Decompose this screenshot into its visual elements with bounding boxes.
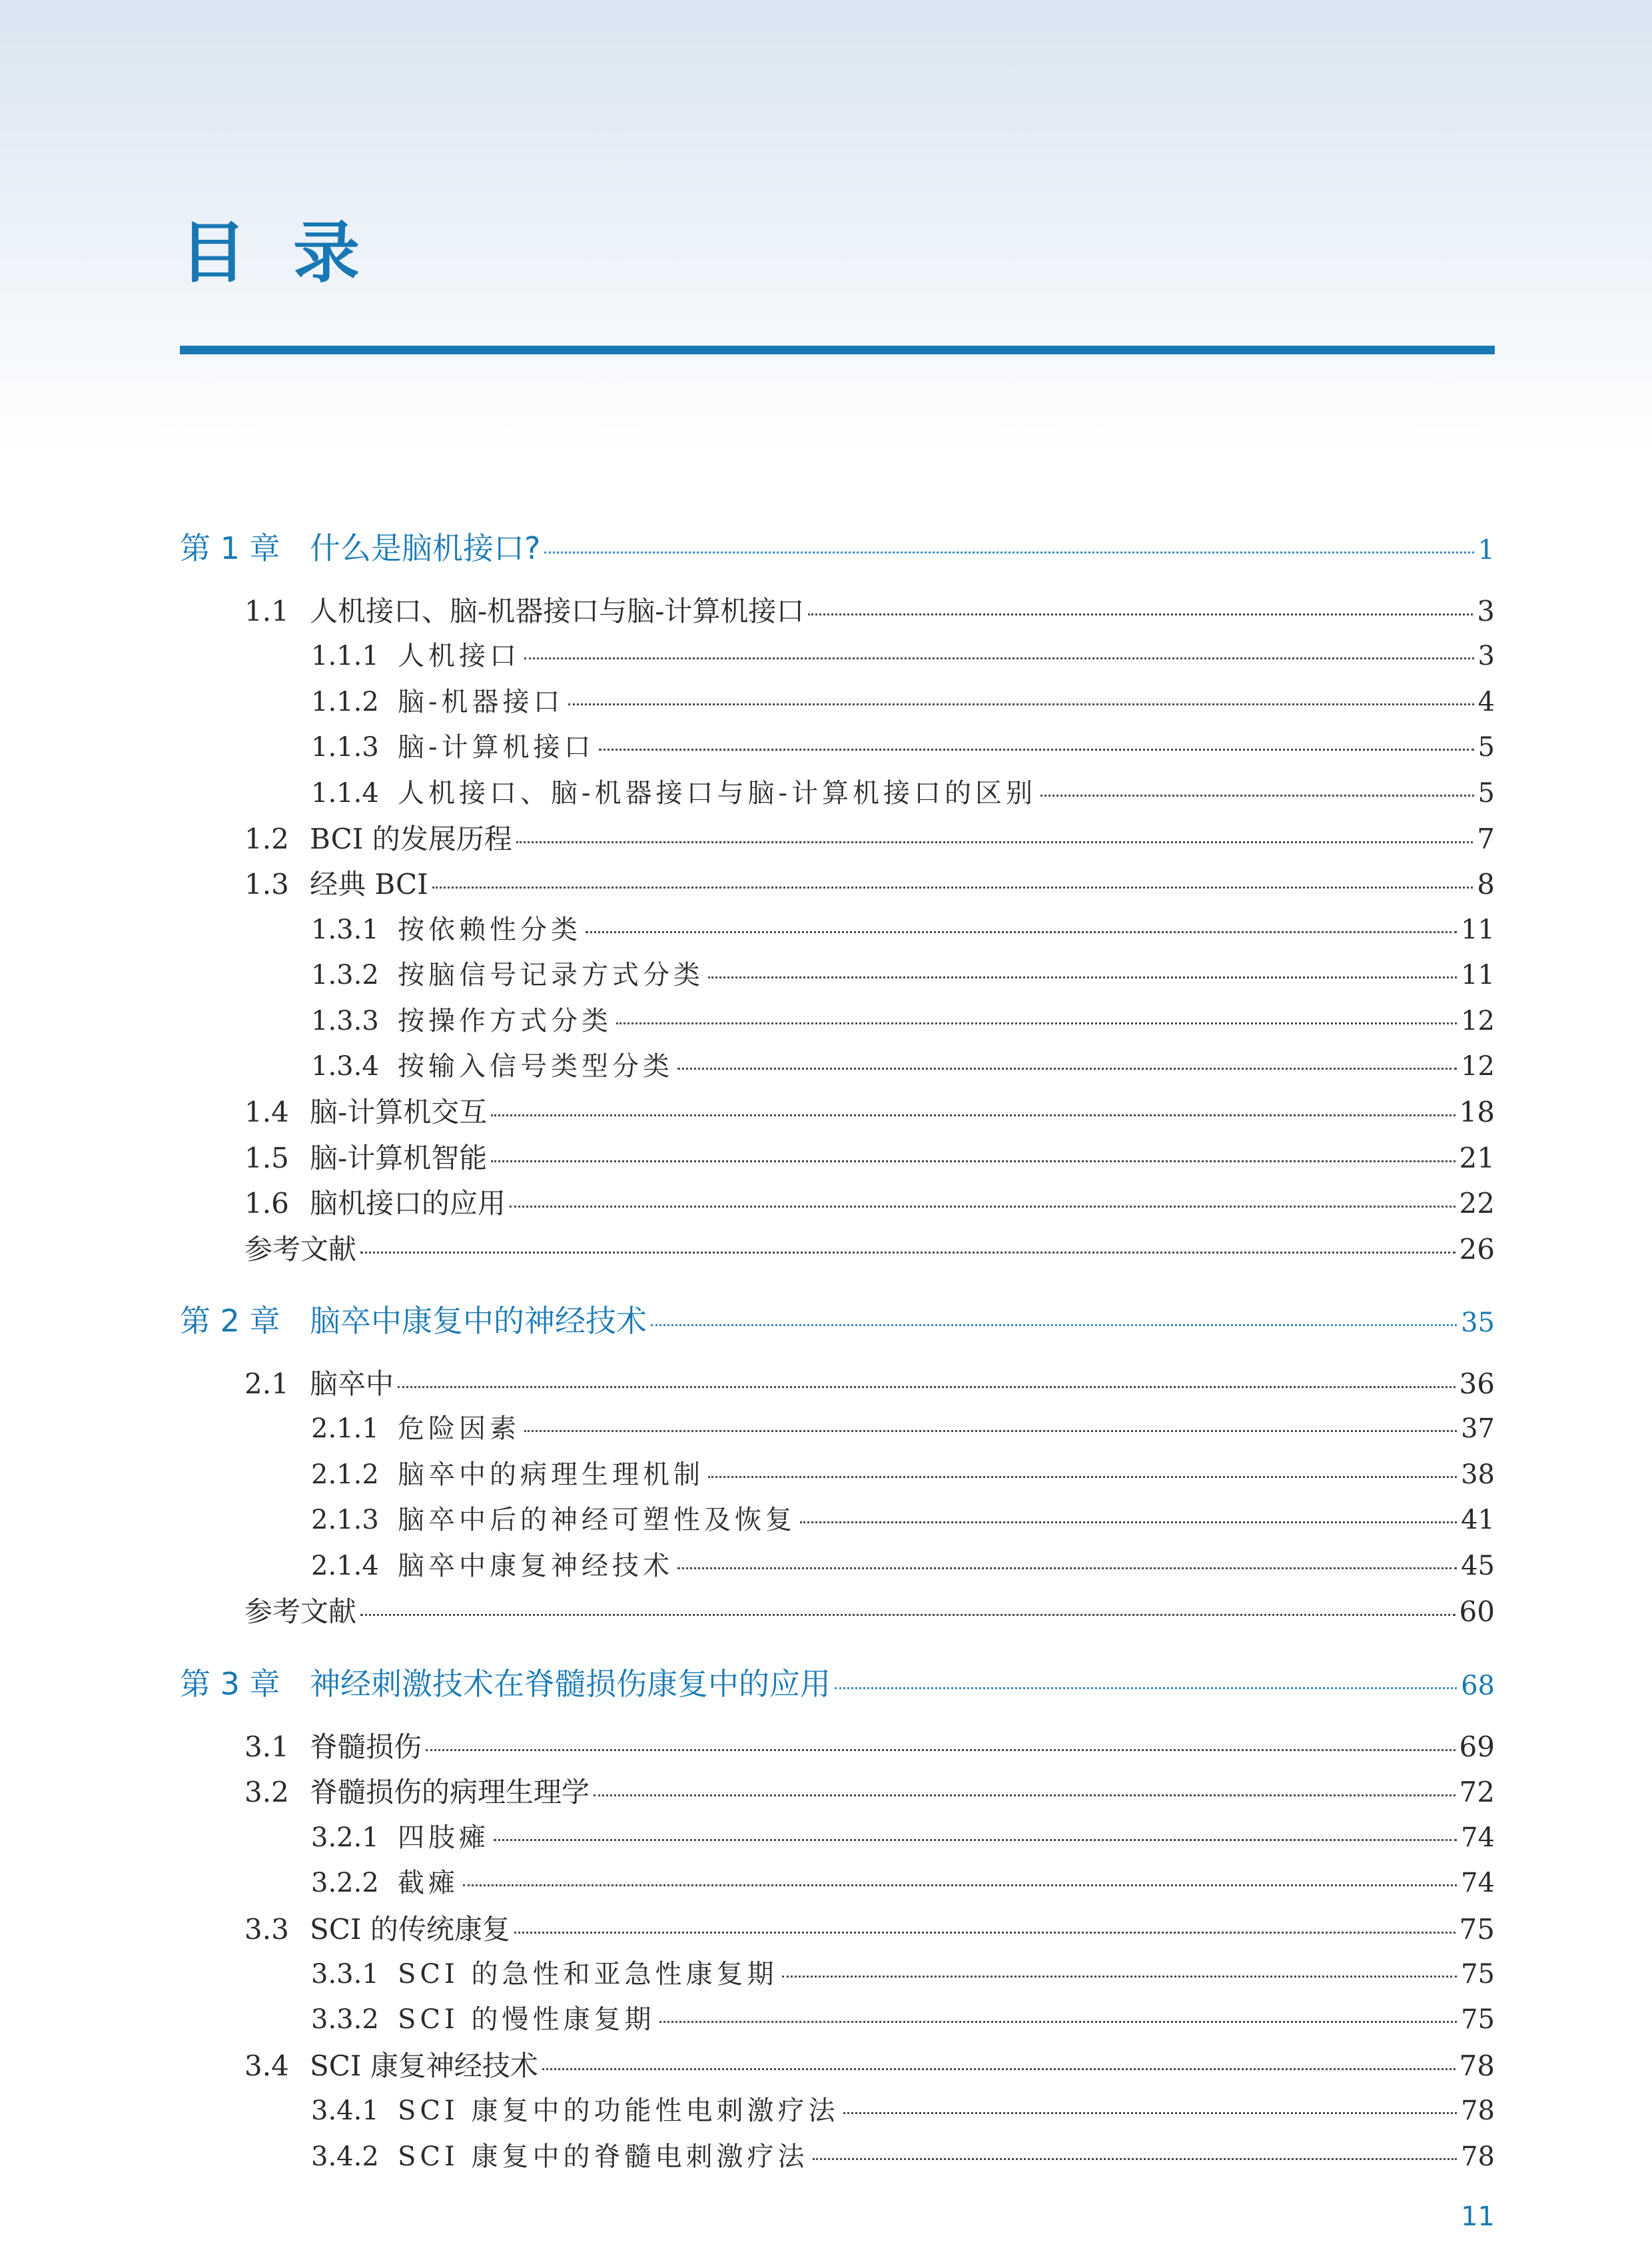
entry-number: 3.3.1 [311, 1959, 379, 1990]
dot-leader [708, 1476, 1457, 1478]
dot-leader [651, 1324, 1457, 1326]
entry-page: 75 [1459, 1912, 1495, 1946]
entry-page: 78 [1461, 2141, 1495, 2172]
dot-leader [432, 887, 1473, 889]
dot-leader [800, 1521, 1457, 1523]
dot-leader [542, 2068, 1455, 2070]
entry-number: 1.1 [244, 595, 289, 627]
chapter-number: 第 2 章 [180, 1303, 280, 1339]
dot-leader [677, 1068, 1457, 1070]
entry-number: 1.4 [244, 1096, 289, 1129]
entry-title: 脑机接口的应用 [310, 1187, 506, 1220]
dot-leader [360, 1614, 1455, 1616]
entry-page: 78 [1461, 2095, 1495, 2127]
page-title: 目录 [180, 214, 406, 292]
chapter-page: 35 [1461, 1308, 1495, 1338]
dot-leader [659, 2021, 1457, 2023]
toc-chapter[interactable] [180, 1303, 1495, 1339]
toc-section[interactable] [244, 1187, 1495, 1220]
dot-leader [677, 1567, 1457, 1569]
toc-section[interactable] [244, 868, 1495, 901]
entry-page: 3 [1477, 641, 1495, 672]
toc-subsection[interactable] [311, 1550, 1495, 1581]
dot-leader [708, 976, 1457, 978]
entry-page: 78 [1459, 2049, 1495, 2082]
dot-leader [808, 613, 1473, 615]
entry-number: 2.1.4 [311, 1550, 379, 1581]
toc-section[interactable] [244, 1912, 1495, 1946]
entry-title: 参考文献 [244, 1595, 357, 1628]
dot-leader [1040, 795, 1474, 797]
entry-number: 1.3.3 [311, 1005, 379, 1036]
toc-subsection[interactable] [311, 641, 1495, 672]
entry-title: 人机接口、脑-机器接口与脑-计算机接口 [310, 595, 805, 627]
entry-page: 74 [1461, 1868, 1495, 1899]
toc-subsection[interactable] [311, 960, 1495, 991]
entry-page: 36 [1459, 1367, 1495, 1400]
dot-leader [494, 1839, 1457, 1841]
dot-leader [491, 1114, 1455, 1116]
chapter-number: 第 3 章 [180, 1666, 280, 1702]
entry-number: 1.1.3 [311, 732, 379, 763]
entry-title: 脊髓损伤的病理生理学 [310, 1776, 590, 1809]
entry-title: 脊髓损伤 [310, 1730, 422, 1763]
chapter-title: 神经刺激技术在脊髓损伤康复中的应用 [310, 1666, 831, 1702]
toc-subsection[interactable] [311, 1461, 1495, 1488]
entry-number: 1.3.2 [311, 960, 379, 991]
entry-page: 72 [1459, 1776, 1495, 1809]
entry-number: 1.6 [244, 1187, 289, 1220]
entry-title: 人机接口、脑-机器接口与脑-计算机接口的区别 [398, 777, 1037, 809]
dot-leader [586, 931, 1457, 933]
toc-subsection[interactable] [311, 1868, 1495, 1899]
toc-subsection[interactable] [311, 734, 1495, 761]
entry-number: 1.1.2 [311, 686, 379, 717]
entry-number: 1.1.1 [311, 641, 379, 672]
dot-leader [843, 2112, 1457, 2114]
dot-leader [463, 1884, 1457, 1886]
title-divider [180, 346, 1495, 354]
toc-section[interactable] [244, 1141, 1495, 1174]
entry-title: 脑-机器接口 [398, 686, 564, 717]
entry-page: 22 [1459, 1187, 1495, 1220]
page-number: 11 [1461, 2201, 1495, 2232]
entry-page: 41 [1461, 1505, 1495, 1536]
chapter-title: 脑卒中康复中的神经技术 [310, 1303, 647, 1339]
chapter-number: 第 1 章 [180, 530, 280, 566]
entry-page: 3 [1477, 595, 1495, 627]
entry-page: 45 [1461, 1550, 1495, 1581]
toc-references[interactable] [244, 1232, 1495, 1266]
dot-leader [544, 552, 1473, 554]
entry-number: 3.4 [244, 2049, 289, 2082]
dot-leader [491, 1160, 1455, 1162]
entry-title: 脑-计算机交互 [310, 1096, 488, 1129]
entry-title: 按输入信号类型分类 [398, 1051, 673, 1082]
entry-title: 人机接口 [398, 641, 520, 672]
dot-leader [568, 703, 1474, 705]
dot-leader [524, 1430, 1457, 1432]
entry-title: 脑-计算机智能 [310, 1141, 488, 1174]
entry-title: 截瘫 [398, 1868, 459, 1899]
entry-number: 3.3.2 [311, 2004, 379, 2036]
entry-title: SCI 的传统康复 [310, 1912, 510, 1946]
toc-section[interactable] [244, 825, 1495, 853]
toc-subsection[interactable] [311, 2143, 1495, 2170]
dot-leader [360, 1252, 1455, 1254]
entry-number: 2.1.1 [311, 1413, 379, 1445]
toc-subsection[interactable] [311, 914, 1495, 945]
entry-page: 69 [1459, 1730, 1495, 1763]
entry-page: 60 [1459, 1595, 1495, 1628]
entry-number: 1.5 [244, 1141, 289, 1174]
toc-subsection[interactable] [311, 686, 1495, 717]
entry-number: 3.2.2 [311, 1868, 379, 1899]
entry-page: 75 [1461, 2004, 1495, 2036]
toc-chapter[interactable] [180, 1666, 1495, 1702]
toc-section[interactable] [244, 1096, 1495, 1129]
dot-leader [398, 1386, 1455, 1388]
entry-number: 1.2 [244, 823, 289, 855]
entry-title: SCI 康复中的脊髓电刺激疗法 [398, 2141, 809, 2172]
entry-page: 37 [1461, 1413, 1495, 1445]
dot-leader [516, 841, 1473, 843]
entry-number: 3.1 [244, 1730, 289, 1763]
entry-number: 3.4.1 [311, 2095, 379, 2127]
entry-title: 危险因素 [398, 1413, 520, 1445]
dot-leader [616, 1022, 1457, 1024]
chapter-title: 什么是脑机接口? [310, 530, 541, 566]
dot-leader [594, 1794, 1455, 1796]
dot-leader [813, 2158, 1457, 2160]
toc-subsection[interactable] [311, 1505, 1495, 1536]
toc-subsection[interactable] [311, 1961, 1495, 1988]
entry-page: 11 [1461, 914, 1495, 945]
entry-page: 4 [1477, 686, 1495, 717]
entry-title: SCI 康复神经技术 [310, 2049, 538, 2082]
entry-number: 2.1 [244, 1367, 289, 1400]
entry-title: 脑卒中后的神经可塑性及恢复 [398, 1505, 796, 1536]
toc-section[interactable] [244, 597, 1495, 625]
entry-title: 脑卒中康复神经技术 [398, 1550, 673, 1581]
toc-references[interactable] [244, 1595, 1495, 1628]
entry-page: 8 [1477, 868, 1495, 901]
entry-title: 脑卒中的病理生理机制 [398, 1459, 704, 1490]
entry-number: 1.3 [244, 868, 289, 901]
toc-subsection[interactable] [311, 2095, 1495, 2127]
toc-subsection[interactable] [311, 1824, 1495, 1851]
toc-subsection[interactable] [311, 2004, 1495, 2036]
entry-page: 7 [1477, 823, 1495, 855]
entry-number: 1.3.1 [311, 914, 379, 945]
dot-leader [524, 657, 1474, 659]
toc-section[interactable] [244, 1776, 1495, 1809]
toc-subsection[interactable] [311, 777, 1495, 809]
entry-title: 脑-计算机接口 [398, 732, 595, 763]
toc-section[interactable] [244, 1730, 1495, 1763]
entry-page: 21 [1459, 1141, 1495, 1174]
entry-title: 脑卒中 [310, 1367, 394, 1400]
entry-page: 74 [1461, 1822, 1495, 1853]
chapter-page: 68 [1461, 1671, 1495, 1701]
dot-leader [510, 1206, 1455, 1208]
entry-title: SCI 康复中的功能性电刺激疗法 [398, 2095, 839, 2127]
dot-leader [599, 749, 1474, 751]
entry-number: 3.3 [244, 1912, 289, 1946]
entry-number: 1.3.4 [311, 1051, 379, 1082]
entry-page: 26 [1459, 1232, 1495, 1266]
toc-section[interactable] [244, 2049, 1495, 2082]
entry-title: SCI 的急性和亚急性康复期 [398, 1959, 778, 1990]
entry-title: SCI 的慢性康复期 [398, 2004, 655, 2036]
entry-page: 11 [1461, 960, 1495, 991]
dot-leader [782, 1976, 1457, 1978]
chapter-page: 1 [1477, 535, 1495, 565]
entry-title: 四肢瘫 [398, 1822, 490, 1853]
entry-title: 按脑信号记录方式分类 [398, 960, 704, 991]
entry-page: 75 [1461, 1959, 1495, 1990]
toc-section[interactable] [244, 1367, 1495, 1400]
toc-subsection[interactable] [311, 1005, 1495, 1036]
dot-leader [514, 1932, 1455, 1934]
entry-page: 12 [1461, 1051, 1495, 1082]
entry-page: 38 [1461, 1459, 1495, 1490]
dot-leader [835, 1687, 1457, 1689]
entry-page: 18 [1459, 1096, 1495, 1129]
toc-subsection[interactable] [311, 1413, 1495, 1445]
entry-number: 2.1.2 [311, 1459, 379, 1490]
entry-page: 12 [1461, 1005, 1495, 1036]
entry-title: 经典 BCI [310, 868, 428, 901]
entry-number: 3.4.2 [311, 2141, 379, 2172]
entry-title: 按操作方式分类 [398, 1005, 612, 1036]
toc-chapter[interactable] [180, 530, 1495, 566]
entry-title: 参考文献 [244, 1232, 357, 1266]
entry-title: BCI 的发展历程 [310, 823, 512, 855]
entry-page: 5 [1477, 777, 1495, 809]
entry-number: 3.2.1 [311, 1822, 379, 1853]
dot-leader [426, 1749, 1455, 1751]
toc-subsection[interactable] [311, 1053, 1495, 1080]
entry-page: 5 [1477, 732, 1495, 763]
entry-number: 2.1.3 [311, 1505, 379, 1536]
entry-number: 3.2 [244, 1776, 289, 1809]
entry-number: 1.1.4 [311, 777, 379, 809]
entry-title: 按依赖性分类 [398, 914, 582, 945]
